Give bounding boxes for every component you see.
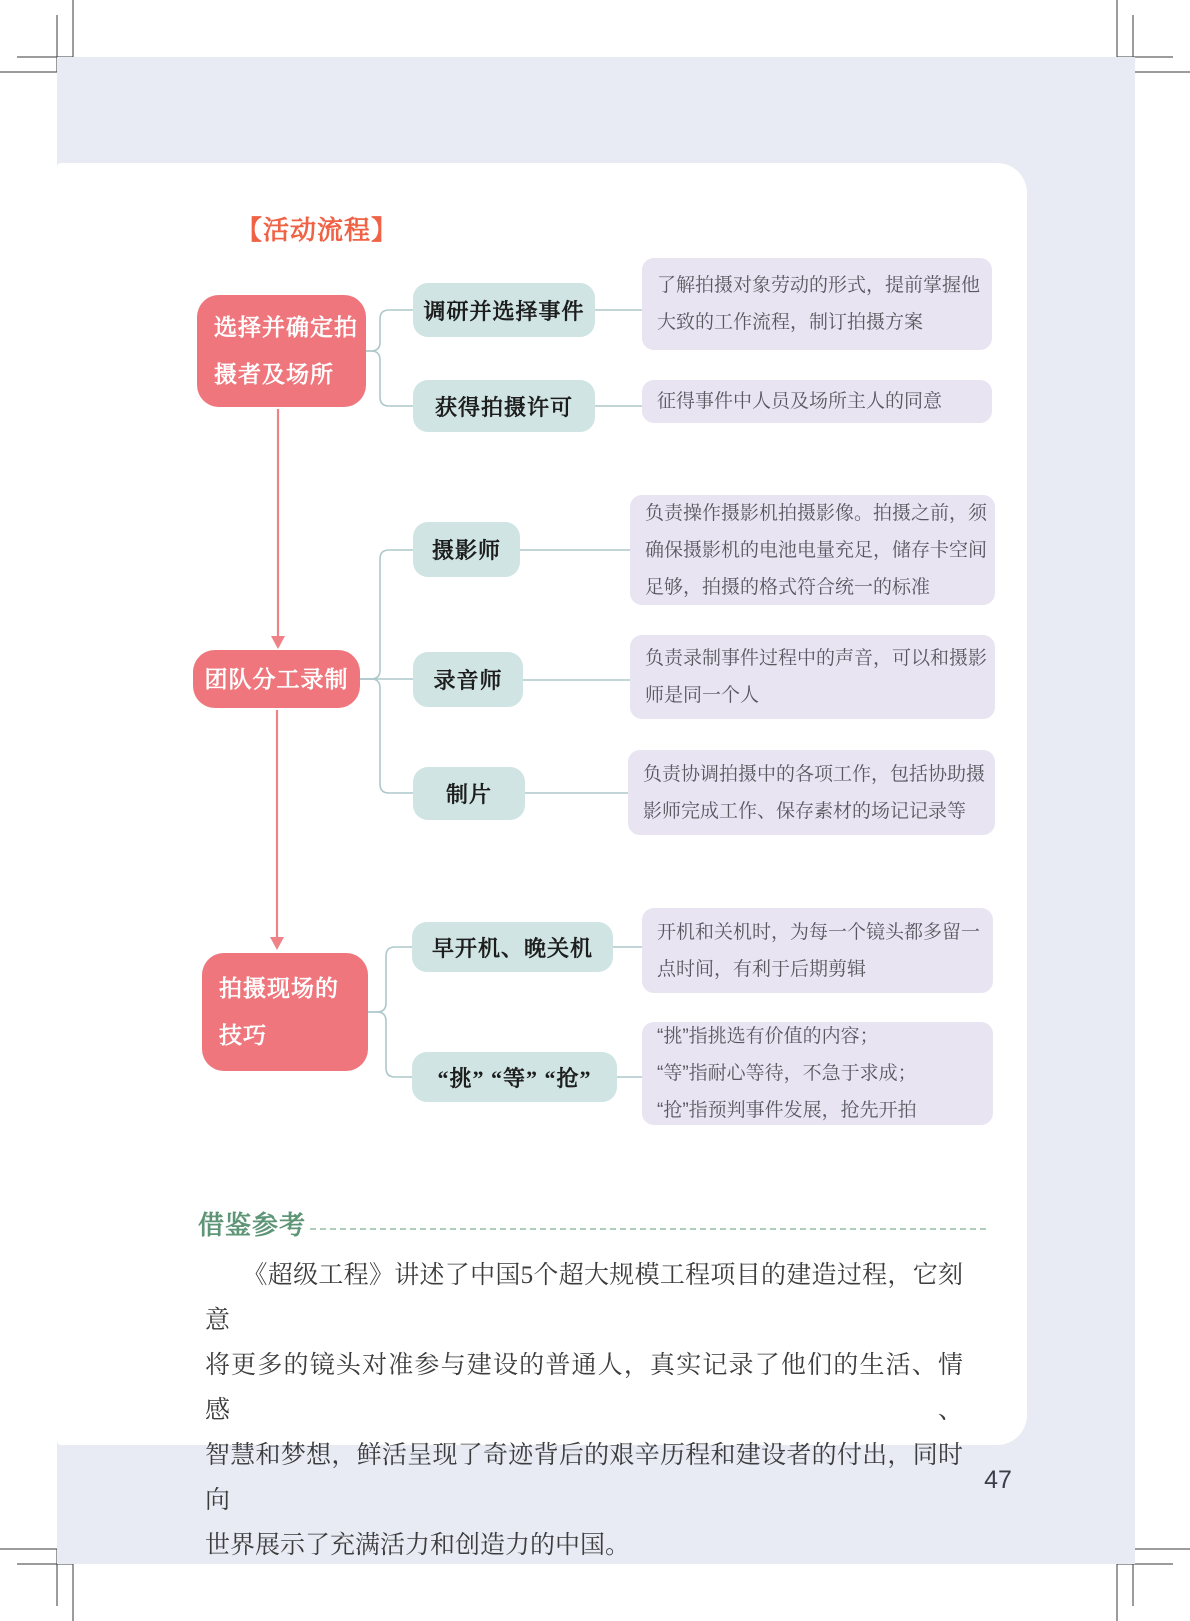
note-box-permission <box>642 380 992 423</box>
paragraph-line: 智慧和梦想，鲜活呈现了奇迹背后的艰辛历程和建设者的付出，同时向 <box>205 1442 963 1514</box>
note-box-sound-recordist <box>630 635 995 719</box>
branch-box-sound-recordist: 录音师 <box>413 652 523 707</box>
note-line: 开机和关机时，为每一个镜头都多留一 <box>657 921 981 943</box>
note-line: “挑”指挑选有价值的内容； <box>657 1026 879 1047</box>
paragraph-line: 《超级工程》讲述了中国5个超大规模工程项目的建造过程，它刻意 <box>205 1262 963 1334</box>
dashed-divider <box>310 1228 986 1230</box>
note-line: 师是同一个人 <box>645 685 760 706</box>
branch-box-pick-wait-grab: “挑” “等” “抢” <box>412 1052 617 1102</box>
note-box-research-event <box>642 258 992 350</box>
note-line: 确保摄影机的电池电量充足，储存卡空间 <box>645 539 988 561</box>
note-line: 了解拍摄对象劳动的形式，提前掌握他 <box>657 275 981 296</box>
note-line: 负责协调拍摄中的各项工作，包括协助摄 <box>643 763 986 785</box>
note-line: 足够，拍摄的格式符合统一的标准 <box>645 576 931 598</box>
stage-title-line: 技巧 <box>219 1022 267 1048</box>
branch-box-early-on-late-off: 早开机、晚关机 <box>412 922 613 972</box>
stage-title-line: 摄者及场所 <box>214 361 334 387</box>
branch-box-permission: 获得拍摄许可 <box>413 380 595 432</box>
stage-title-line: 团队分工录制 <box>204 665 349 692</box>
reference-paragraph <box>205 1253 963 1568</box>
note-line: 征得事件中人员及场所主人的同意 <box>657 391 943 412</box>
section-title: 【活动流程】 <box>236 215 399 245</box>
page-number: 47 <box>984 1466 1012 1494</box>
stage-box-team-roles <box>193 650 360 708</box>
note-line: “等”指耐心等待，不急于求成； <box>657 1063 917 1084</box>
branch-box-research-event: 调研并选择事件 <box>413 283 595 337</box>
flow-arrow-down-1 <box>271 409 285 649</box>
paragraph-line: 将更多的镜头对准参与建设的普通人，真实记录了他们的生活、情感、 <box>205 1352 963 1424</box>
note-box-early-on-late-off <box>642 908 993 993</box>
stage-box-select-subject <box>197 295 366 407</box>
paragraph-line: 世界展示了充满活力和创造力的中国。 <box>205 1532 631 1559</box>
note-line: 影师完成工作、保存素材的场记记录等 <box>643 800 967 822</box>
reference-heading: 借鉴参考 <box>198 1210 307 1240</box>
stage-title-line: 拍摄现场的 <box>219 975 339 1001</box>
stage-box-onsite-skills <box>202 953 368 1071</box>
note-line: 负责操作摄影机拍摄影像。拍摄之前，须 <box>645 502 988 524</box>
note-box-camera-operator <box>630 495 995 605</box>
note-box-producer <box>628 750 995 835</box>
note-line: 大致的工作流程，制订拍摄方案 <box>657 312 924 333</box>
note-line: 点时间，有利于后期剪辑 <box>657 958 867 980</box>
note-line: “抢”指预判事件发展，抢先开拍 <box>657 1100 917 1121</box>
flow-arrow-down-2 <box>270 710 284 950</box>
note-line: 负责录制事件过程中的声音，可以和摄影 <box>645 648 988 669</box>
branch-box-camera-operator: 摄影师 <box>413 522 520 577</box>
stage-title-line: 选择并确定拍 <box>214 314 358 340</box>
note-box-pick-wait-grab <box>642 1022 993 1125</box>
branch-box-producer: 制片 <box>413 767 525 820</box>
